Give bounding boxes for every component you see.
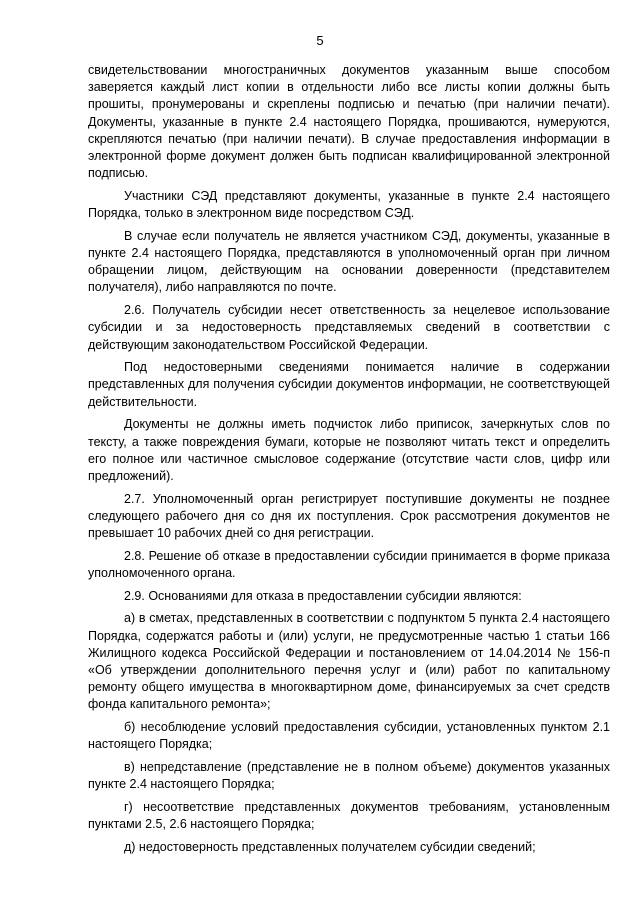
paragraph-document-requirements: Документы не должны иметь подчисток либо приписок, зачеркнутых слов по тексту, а также повреждения бумаги, которые не позволяют читать текст и определить его полное или частичное смысловое содержание (отсутствие части слов, цифр или предложений).	[88, 417, 610, 483]
paragraph-continuation: свидетельствовании многостраничных документов указанным выше способом заверяется каждый лист копии в отдельности либо все листы копии должны быть прошиты, пронумерованы и скреплены подписью и печатью (при наличии печати). Документы, указанные в пункте 2.4 настоящего Порядка, прошиваются, нумеруются, скрепляются печатью (при наличии печати). В случае предоставления информации в электронной форме документ должен быть подписан квалифицированной электронной подписью.	[88, 63, 610, 181]
paragraph-sed-participants: Участники СЭД представляют документы, указанные в пункте 2.4 настоящего Порядка, только в электронном виде посредством СЭД.	[88, 188, 610, 221]
paragraph-non-participant: В случае если получатель не является участником СЭД, документы, указанные в пункте 2.4 настоящего Порядка, представляются в уполномоченный орган при личном обращении лицом, действующим на основании доверенности (представителем получателя), либо направляются по почте.	[88, 228, 610, 295]
paragraph-2-7: 2.7. Уполномоченный орган регистрирует поступившие документы не позднее следующего рабочего дня со дня их поступления. Срок рассмотрения документов не превышает 10 рабочих дней со дня регистрации.	[88, 491, 610, 541]
list-item-v: в) непредставление (представление не в полном объеме) документов указанных пункте 2.4 настоящего Порядка;	[88, 760, 610, 792]
list-item-g: г) несоответствие представленных документов требованиям, установленным пунктами 2.5, 2.6 настоящего Порядка;	[88, 799, 610, 832]
page-number: 5	[316, 33, 324, 48]
list-item-d: д) недостоверность представленных получателем субсидии сведений;	[124, 839, 536, 854]
paragraph-2-6: 2.6. Получатель субсидии несет ответственность за нецелевое использование субсидии и за недостоверность представляемых сведений в соответствии с действующим законодательством Российской Федерации.	[88, 303, 610, 352]
list-item-a: а) в сметах, представленных в соответствии с подпунктом 5 пункта 2.4 настоящего Порядка, содержатся работы и (или) услуги, не предусмотренные частью 1 статьи 166 Жилищного кодекса Российской Федерации и постановлением от 14.04.2014 № 156-п «Об утверждении дополнительного перечня услуг и (или) работ по капитальному ремонту общего имущества в многоквартирном доме, финансируемых за счет средств фонда капитального ремонта»;	[88, 611, 610, 712]
paragraph-2-8: 2.8. Решение об отказе в предоставлении субсидии принимается в форме приказа уполномоченного органа.	[88, 548, 610, 580]
paragraph-2-9: 2.9. Основаниями для отказа в предоставлении субсидии являются:	[124, 588, 522, 603]
paragraph-unreliable-info: Под недостоверными сведениями понимается наличие в содержании представленных для получения субсидии документов информации, не соответствующей действительности.	[88, 360, 610, 409]
list-item-b: б) несоблюдение условий предоставления субсидии, установленных пунктом 2.1 настоящего Порядка;	[88, 720, 610, 752]
document-body	[88, 62, 610, 862]
